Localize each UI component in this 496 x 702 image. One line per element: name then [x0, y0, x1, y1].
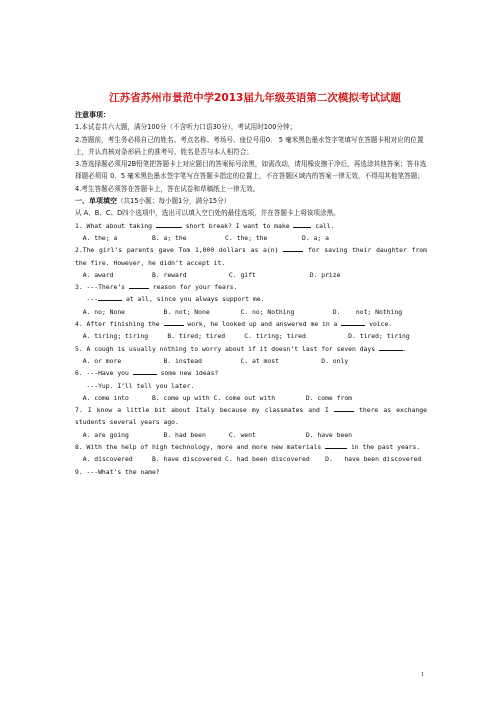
answer-blank	[379, 343, 403, 351]
section-instruction: 从 A、B、C、D四个选项中，选出可以填入空白处的最佳选项，并在答题卡上将该项涂黑。	[75, 209, 340, 218]
question-9: 9. ---What’s the name?	[75, 467, 160, 476]
question-1: 1. What about taking short break? I want to make call.	[75, 221, 335, 230]
question-options: A. discovered B. have discovered C. had been discovered D. have been discovered	[75, 455, 422, 464]
answer-blank	[283, 244, 303, 252]
question-8: 8. With the help of high technology, more and more new materials in the past years.	[75, 443, 421, 452]
question-options: A. or more B. instead C. at most D. only	[75, 356, 349, 365]
question-2: 2.The girl’s parents gave Tom 1,000 dollars as a(n) for saving their daughter from the fire. However, he didn’t accept it.	[75, 246, 427, 267]
answer-blank	[293, 220, 311, 228]
page-number: 1	[421, 672, 424, 678]
answer-blank	[129, 281, 149, 289]
section-heading-line	[75, 195, 427, 207]
section-heading-note: （共15小题；每小题1分，满分15分）	[117, 197, 231, 206]
note-item: 4.考生答题必须答在答题卡上，答在试卷和草稿纸上一律无效。	[75, 184, 260, 193]
notes-heading: 注意事项：	[75, 111, 110, 119]
exam-content	[75, 109, 427, 478]
page-title: 江苏省苏州市景范中学2013届九年级英语第二次模拟考试试题	[109, 92, 401, 104]
question-options: A. tiring; tiring B. tired; tired C. tiring; tired D. tired; tiring	[75, 332, 410, 341]
answer-blank	[341, 318, 365, 326]
answer-blank	[156, 220, 182, 228]
answer-blank	[334, 404, 354, 412]
question-4: 4. After finishing the work, he looked up and answered me in a voice.	[75, 320, 393, 329]
section-heading: 一、单项填空	[75, 197, 117, 206]
answer-blank	[98, 293, 122, 301]
question-5: 5. A cough is usually nothing to worry about if it doesn’t last for seven days .	[75, 344, 407, 353]
note-item: 1.本试卷共六大题，满分100分（不含听力口语30分），考试用时100分钟；	[75, 123, 297, 132]
answer-blank	[325, 441, 347, 449]
question-3: 3. ---There’s reason for your fears.	[75, 283, 238, 292]
question-options: A. award B. reward C. gift D. prize	[75, 270, 341, 279]
question-options: A. no; None B. not; None C. no; Nothing D. not; Nothing	[75, 307, 403, 316]
question-options: A. are going B. had been C. went D. have been	[75, 430, 353, 439]
answer-blank	[133, 367, 157, 375]
question-7: 7. I know a little bit about Italy because my classmates and I there as exchange students several years ago.	[75, 406, 427, 427]
question-options: A. come into B. come up with C. come out with D. come from	[75, 393, 353, 402]
question-3-reply: --- at all, since you always support me.	[75, 295, 265, 304]
question-6-reply: ---Yup. I’ll tell you later.	[75, 381, 195, 390]
question-6: 6. ---Have you some new ideas?	[75, 369, 219, 378]
note-item: 2.答题前，考生务必将自己的姓名、考点名称、考场号、座位号用0． 5 毫米黑色墨水签字笔填写在答题卡相对应的位置上，并认真核对条形码上的准考号、姓名是否与本人相符合；	[75, 135, 424, 156]
note-item: 3.答选择题必须用2B铅笔把答题卡上对应题目的答案标号涂黑，如需改动，请用橡皮擦干净后，再选涂其他答案；答非选择题必须用 0．5 毫米黑色墨水签字笔写在答题卡指定的位置上，不在答题区域内的答案一律无效，不得用其他笔答题；	[75, 160, 427, 181]
question-options: A. the; a B. a; the C. the; the D. a; a	[75, 233, 329, 242]
answer-blank	[164, 318, 184, 326]
